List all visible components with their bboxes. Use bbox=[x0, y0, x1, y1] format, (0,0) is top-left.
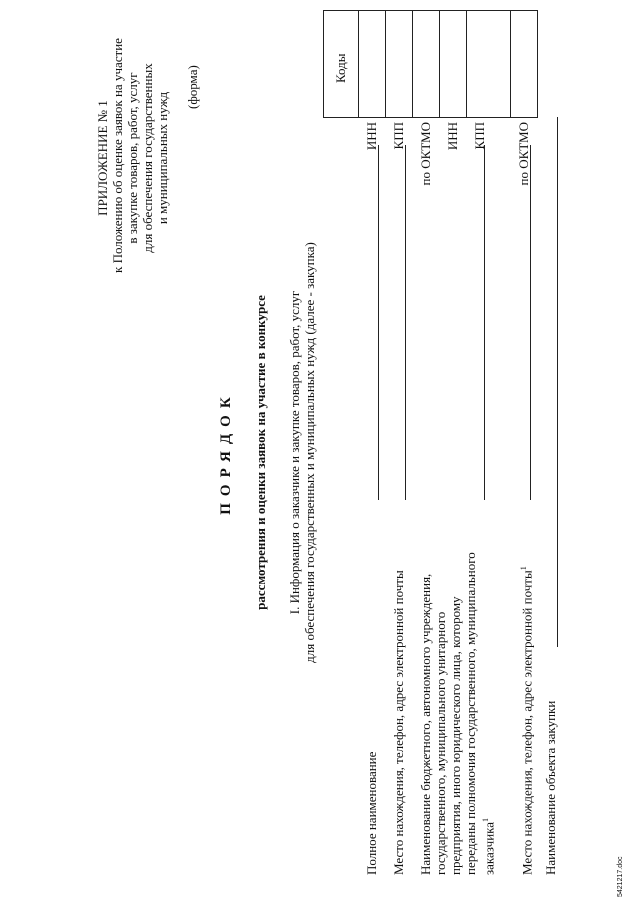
appendix-block bbox=[95, 38, 170, 273]
code-cell-kpp2 bbox=[466, 10, 511, 118]
field-label-budget-org bbox=[418, 552, 496, 875]
fill-line bbox=[557, 117, 558, 647]
code-label-oktmo2: по ОКТМО bbox=[516, 122, 531, 186]
field-label-line: предприятия, иного юридического лица, которому bbox=[448, 596, 463, 875]
code-label-inn: ИНН bbox=[364, 122, 379, 151]
code-cell-oktmo bbox=[412, 10, 440, 118]
section-heading bbox=[287, 0, 317, 905]
field-label-line: переданы полномочия государственного, муниципального bbox=[463, 552, 478, 875]
fill-line bbox=[378, 145, 379, 500]
field-label-purchase-object: Наименование объекта закупки bbox=[543, 700, 558, 875]
document-title: ПОРЯДОК bbox=[218, 390, 234, 515]
codes-header: Коды bbox=[333, 53, 348, 83]
field-label-line: Наименование бюджетного, автономного учреждения, bbox=[418, 573, 433, 875]
code-label-inn2: ИНН bbox=[445, 122, 460, 151]
fill-line bbox=[405, 145, 406, 500]
fill-line bbox=[484, 145, 485, 500]
appendix-line: в закупке товаров, работ, услуг bbox=[125, 72, 140, 244]
footnote-marker: 1 bbox=[519, 566, 528, 571]
document-reference: 5421217.doc bbox=[617, 856, 624, 897]
appendix-line: ПРИЛОЖЕНИЕ № 1 bbox=[95, 100, 110, 216]
field-label-line: государственного, муниципального унитарного bbox=[433, 611, 448, 875]
fill-line bbox=[530, 145, 531, 500]
section-heading-line: I. Информация о заказчике и закупке товаров, работ, услуг bbox=[287, 290, 302, 615]
footnote-marker: 1 bbox=[481, 817, 490, 822]
field-label-location2: Место нахождения, телефон, адрес электронной почты$^1$ bbox=[519, 566, 535, 875]
form-label: (форма) bbox=[185, 65, 200, 109]
field-label-location: Место нахождения, телефон, адрес электронной почты bbox=[391, 570, 406, 875]
code-cell-inn2 bbox=[439, 10, 467, 118]
code-label-oktmo: по ОКТМО bbox=[418, 122, 433, 186]
field-label-line: заказчика$^1$ bbox=[481, 817, 497, 875]
document-subtitle: рассмотрения и оценки заявок на участие в конкурсе bbox=[253, 295, 268, 610]
code-cell-kpp bbox=[385, 10, 413, 118]
code-cell-oktmo2 bbox=[510, 10, 538, 118]
section-heading-line: для обеспечения государственных и муниципальных нужд (далее - закупка) bbox=[302, 242, 317, 663]
field-label-full-name: Полное наименование bbox=[364, 751, 379, 875]
appendix-line: для обеспечения государственных bbox=[140, 63, 155, 253]
appendix-line: и муниципальных нужд bbox=[155, 91, 170, 225]
code-label-kpp: КПП bbox=[391, 122, 406, 150]
code-cell-inn bbox=[358, 10, 386, 118]
appendix-line: к Положению об оценке заявок на участие bbox=[110, 38, 125, 273]
code-label-kpp2: КПП bbox=[472, 122, 487, 150]
